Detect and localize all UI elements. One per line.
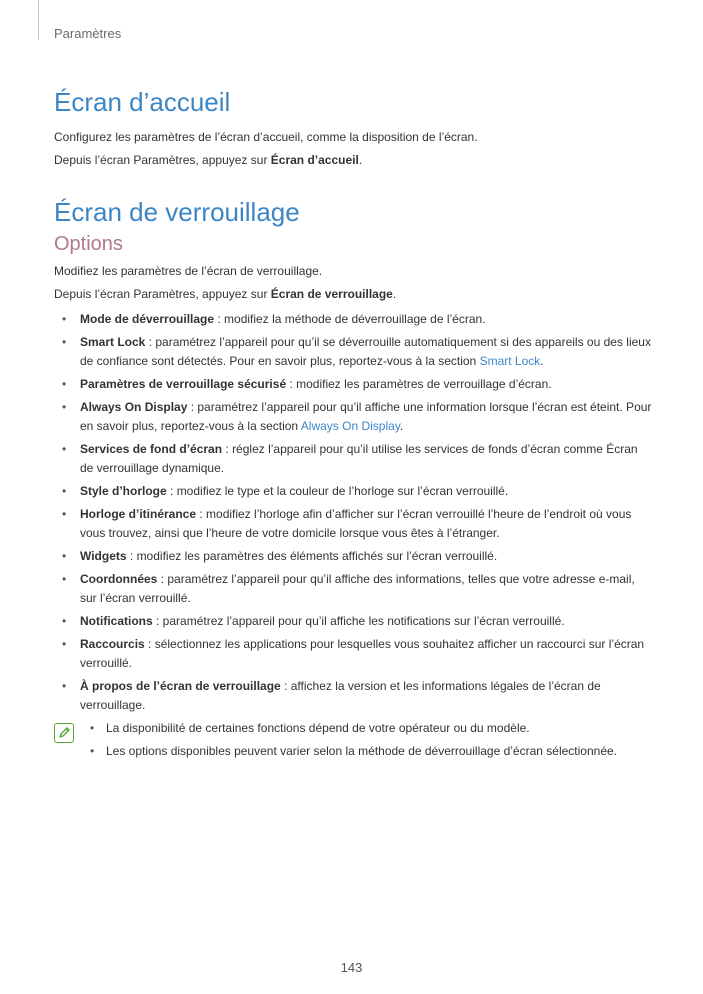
bullet-dot: • <box>62 614 67 628</box>
page-number: 143 <box>340 960 363 975</box>
option-item <box>54 375 654 394</box>
option-name: Services de fond d’écran <box>80 442 223 456</box>
bullet-dot: • <box>62 679 67 693</box>
bullet-dot: • <box>90 721 95 735</box>
option-description: : réglez l’appareil pour qu’il utilise les services de fonds d’écran comme Écran de verrouillage dynamique. <box>80 442 638 475</box>
home-instruction-bold: Écran d’accueil <box>270 153 359 167</box>
option-description: : modifiez le type et la couleur de l’horloge sur l’écran verrouillé. <box>166 484 509 498</box>
bullet-dot: • <box>62 400 67 414</box>
option-item <box>54 635 654 673</box>
section-title-home: Écran d’accueil <box>54 87 231 117</box>
bullet-dot: • <box>90 744 95 758</box>
option-name: Raccourcis <box>80 637 145 651</box>
option-item <box>54 333 654 371</box>
option-description: : modifiez les paramètres de verrouillage d’écran. <box>286 377 552 391</box>
bullet-dot: • <box>62 312 67 326</box>
note-text: Les options disponibles peuvent varier selon la méthode de déverrouillage d’écran sélectionnée. <box>106 744 617 758</box>
option-name: Widgets <box>80 549 127 563</box>
pencil-note-icon <box>54 723 74 743</box>
lock-intro: Modifiez les paramètres de l’écran de verrouillage. <box>54 264 323 278</box>
bullet-dot: • <box>62 637 67 651</box>
bullet-dot: • <box>62 377 67 391</box>
breadcrumb: Paramètres <box>54 26 122 41</box>
option-item <box>54 547 654 566</box>
option-item <box>54 310 654 329</box>
option-item <box>54 505 654 543</box>
option-item <box>54 482 654 501</box>
option-description: : paramétrez l’appareil pour qu’il affiche les notifications sur l’écran verrouillé. <box>152 614 565 628</box>
section-link[interactable]: Always On Display <box>300 419 400 433</box>
option-description: : sélectionnez les applications pour lesquelles vous souhaitez afficher un raccourci sur l’écran verrouillé. <box>80 637 645 670</box>
lock-instruction: Depuis l’écran Paramètres, appuyez sur Écran de verrouillage. <box>54 287 397 301</box>
bullet-dot: • <box>62 549 67 563</box>
note-block <box>54 719 654 761</box>
option-name: Always On Display <box>80 400 188 414</box>
option-description: : modifiez les paramètres des éléments affichés sur l’écran verrouillé. <box>126 549 498 563</box>
option-description: : paramétrez l’appareil pour qu’il se déverrouille automatiquement si des appareils ou des lieux de confiance sont détectés. Pour en savoir plus, reportez-vous à la section <box>80 335 651 368</box>
bullet-dot: • <box>62 572 67 586</box>
option-name: Style d’horloge <box>80 484 167 498</box>
option-name: Mode de déverrouillage <box>80 312 215 326</box>
home-intro: Configurez les paramètres de l’écran d’accueil, comme la disposition de l’écran. <box>54 130 478 144</box>
margin-rule <box>38 0 39 40</box>
option-description: : modifiez la méthode de déverrouillage de l’écran. <box>214 312 486 326</box>
option-description: : modifiez l’horloge afin d’afficher sur l’écran verrouillé l’heure de l’endroit où vous vous trouvez, ainsi que l’heure de votre domicile lorsque vous êtes à l’étranger. <box>80 507 632 540</box>
option-item <box>54 677 654 715</box>
option-name: Paramètres de verrouillage sécurisé <box>80 377 287 391</box>
notes-list <box>54 719 654 761</box>
option-description: : paramétrez l’appareil pour qu’il affiche des informations, telles que votre adresse e-mail, sur l’écran verrouillé. <box>80 572 635 605</box>
option-name: À propos de l’écran de verrouillage <box>80 679 281 693</box>
lock-instruction-bold: Écran de verrouillage <box>270 287 393 301</box>
option-item <box>54 440 654 478</box>
option-item <box>54 612 654 631</box>
options-heading: Options <box>54 233 123 255</box>
note-item <box>90 742 654 761</box>
options-list <box>54 310 654 715</box>
option-item <box>54 570 654 608</box>
note-text: La disponibilité de certaines fonctions dépend de votre opérateur ou du modèle. <box>106 721 530 735</box>
bullet-dot: • <box>62 442 67 456</box>
option-item <box>54 398 654 436</box>
option-name: Notifications <box>80 614 153 628</box>
home-instruction: Depuis l’écran Paramètres, appuyez sur Écran d’accueil. <box>54 153 363 167</box>
bullet-dot: • <box>62 484 67 498</box>
option-after: . <box>399 419 404 433</box>
bullet-dot: • <box>62 335 67 349</box>
option-name: Smart Lock <box>80 335 146 349</box>
option-description: : paramétrez l’appareil pour qu’il affiche une information lorsque l’écran est éteint. Pour en savoir plus, reportez-vous à la section <box>80 400 652 433</box>
page-content <box>54 80 654 765</box>
option-after: . <box>540 354 544 368</box>
option-description: : affichez la version et les informations légales de l’écran de verrouillage. <box>80 679 601 712</box>
note-item <box>90 719 654 738</box>
section-title-lock: Écran de verrouillage <box>54 197 300 227</box>
option-name: Coordonnées <box>80 572 158 586</box>
section-link[interactable]: Smart Lock <box>479 354 541 368</box>
option-name: Horloge d’itinérance <box>80 507 197 521</box>
bullet-dot: • <box>62 507 67 521</box>
